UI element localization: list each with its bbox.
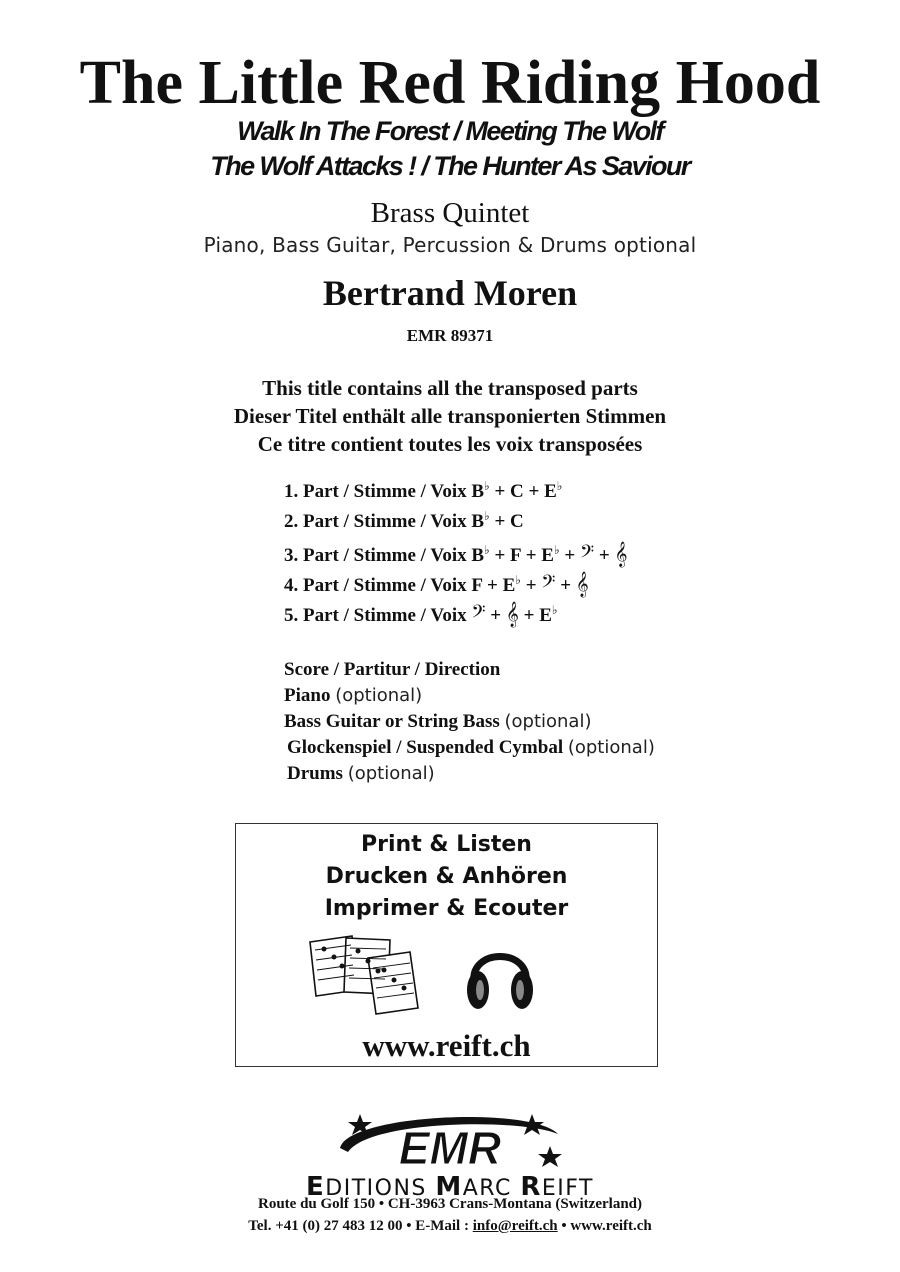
flat-sign: ♭ xyxy=(553,543,560,557)
emr-logo xyxy=(300,1108,600,1174)
key-b: B xyxy=(471,511,485,532)
key-e: E xyxy=(544,481,557,502)
extra-label: Score / Partitur / Direction xyxy=(284,659,501,680)
bass-clef-icon: 𝄢 xyxy=(579,541,595,566)
part-label: 3. Part / Stimme / Voix xyxy=(284,545,467,566)
flat-sign: ♭ xyxy=(484,479,490,493)
extra-piano xyxy=(284,685,422,707)
extra-drums xyxy=(287,763,435,785)
print-listen-de: Drucken & Anhören xyxy=(325,864,568,889)
logo-text: EMR xyxy=(398,1122,502,1174)
publisher-part: EIFT xyxy=(541,1176,594,1201)
flat-sign: ♭ xyxy=(484,543,490,557)
extra-label: Bass Guitar or String Bass xyxy=(284,711,500,732)
plus-sign: + xyxy=(494,481,506,502)
extra-label: Glockenspiel / Suspended Cymbal xyxy=(287,737,564,758)
plus-sign: + xyxy=(494,545,506,566)
key-e: E xyxy=(541,545,554,566)
publisher-part: DITIONS xyxy=(325,1176,436,1201)
subtitle-line-2: The Wolf Attacks ! / The Hunter As Saviour xyxy=(210,151,690,181)
part-2 xyxy=(284,511,524,533)
part-label: 4. Part / Stimme / Voix xyxy=(284,575,467,596)
key-f: F xyxy=(510,545,521,566)
plus-sign: + xyxy=(564,545,576,566)
extra-score xyxy=(284,659,500,681)
transposition-note-en: This title contains all the transposed parts xyxy=(262,376,638,400)
publisher-part: ARC xyxy=(462,1176,521,1201)
flat-sign: ♭ xyxy=(551,603,558,617)
key-b: B xyxy=(471,481,485,502)
key-c: C xyxy=(510,511,524,532)
flat-sign: ♭ xyxy=(556,479,563,493)
subtitle-line-1: Walk In The Forest / Meeting The Wolf xyxy=(237,116,663,146)
plus-sign: + xyxy=(523,605,535,626)
transposition-note-fr: Ce titre contient toutes les voix transposées xyxy=(257,432,643,456)
optional-tag: (optional) xyxy=(335,685,423,706)
plus-sign: + xyxy=(560,575,572,596)
part-4 xyxy=(284,571,589,597)
part-label: 1. Part / Stimme / Voix xyxy=(284,481,467,502)
treble-clef-icon: 𝄞 xyxy=(614,541,628,566)
headphones-icon xyxy=(464,934,536,1014)
key-f: F xyxy=(471,575,483,596)
optional-tag: (optional) xyxy=(567,737,655,758)
print-listen-fr: Imprimer & Ecouter xyxy=(324,896,569,921)
optional-tag: (optional) xyxy=(347,763,435,784)
plus-sign: + xyxy=(525,575,537,596)
flat-sign: ♭ xyxy=(484,509,490,523)
part-1 xyxy=(284,481,562,503)
print-listen-en: Print & Listen xyxy=(361,832,532,857)
print-listen-box xyxy=(235,823,658,1067)
part-3 xyxy=(284,541,627,567)
extra-bass xyxy=(284,711,591,733)
treble-clef-icon: 𝄞 xyxy=(505,601,519,626)
flat-sign: ♭ xyxy=(515,573,521,587)
part-5 xyxy=(284,601,558,627)
plus-sign: + xyxy=(494,511,506,532)
treble-clef-icon: 𝄞 xyxy=(575,571,589,596)
composer-name: Bertrand Moren xyxy=(322,273,578,313)
part-label: 2. Part / Stimme / Voix xyxy=(284,511,467,532)
plus-sign: + xyxy=(487,575,498,596)
publisher-contact xyxy=(0,1218,900,1235)
plus-sign: + xyxy=(490,605,502,626)
key-e: E xyxy=(502,575,516,596)
sheet-music-icon xyxy=(306,932,422,1016)
bass-clef-icon: 𝄢 xyxy=(541,571,556,596)
key-e: E xyxy=(539,605,552,626)
contact-website: • www.reift.ch xyxy=(561,1218,652,1234)
extra-label: Drums xyxy=(287,763,343,784)
optional-tag: (optional) xyxy=(504,711,592,732)
page-title: The Little Red Riding Hood xyxy=(79,49,821,117)
plus-sign: + xyxy=(528,481,540,502)
plus-sign: + xyxy=(598,545,610,566)
bass-clef-icon: 𝄢 xyxy=(471,601,486,626)
publisher-initial-e: E xyxy=(306,1172,326,1202)
extra-label: Piano xyxy=(284,685,331,706)
part-label: 5. Part / Stimme / Voix xyxy=(284,605,467,626)
key-b: B xyxy=(471,545,485,566)
plus-sign: + xyxy=(525,545,537,566)
contact-phone: Tel. +41 (0) 27 483 12 00 • E-Mail : xyxy=(248,1218,469,1234)
ensemble: Brass Quintet xyxy=(370,197,530,229)
publisher-address: Route du Golf 150 • CH-3963 Crans-Montana (Switzerland) xyxy=(258,1196,642,1212)
transposition-note-de: Dieser Titel enthält alle transponierten Stimmen xyxy=(233,404,667,428)
edition-number: EMR 89371 xyxy=(406,326,494,345)
publisher-initial-r: R xyxy=(520,1172,542,1202)
email-link[interactable]: info@reift.ch xyxy=(472,1218,558,1234)
publisher-initial-m: M xyxy=(435,1172,463,1202)
key-c: C xyxy=(510,481,524,502)
optional-instruments: Piano, Bass Guitar, Percussion & Drums optional xyxy=(203,233,697,257)
extra-glockenspiel xyxy=(287,737,655,759)
website-link[interactable]: www.reift.ch xyxy=(362,1028,531,1063)
